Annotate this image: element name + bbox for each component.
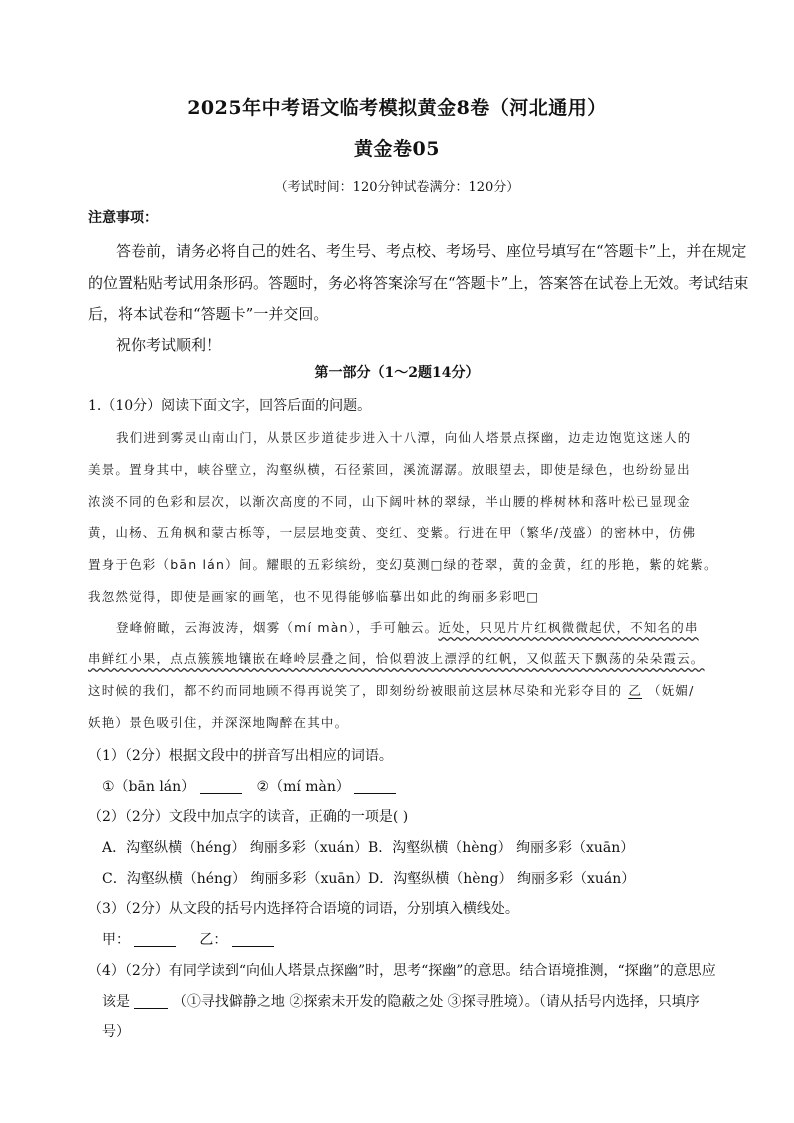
passage-line-5: 置身于色彩（bān lán）间。耀眼的五彩缤纷，变幻莫测□绿的苍翠，黄的金黄，红的彤艳，紫的姹紫。 bbox=[88, 557, 718, 572]
passage-line-1: 我们进到雾灵山南山门，从景区步道徒步进入十八潭，向仙人塔景点探幽，边走边饱览这迷人的 bbox=[116, 430, 692, 445]
notice-heading: 注意事项： bbox=[88, 210, 158, 226]
passage-line-9-end: （妩媚/ bbox=[648, 683, 695, 698]
passage-line-6: 我忽然觉得，即使是画家的画笔，也不见得能够临摹出如此的绚丽多彩吧□ bbox=[88, 589, 540, 604]
sub4-line-2-end: （①寻找僻静之地 ②探索未开发的隐蔽之处 ③探寻胜境）。（请从括号内选择，只填序 bbox=[172, 994, 700, 1010]
sub2-option-c[interactable]: C．沟壑纵横（héng） 绚丽多彩（xuān） bbox=[102, 871, 369, 887]
sub1-b-label: ②（mí màn） bbox=[256, 779, 350, 795]
notice-line-3: 后，将本试卷和“答题卡”一并交回。 bbox=[88, 305, 329, 323]
blank-yi-marker: 乙 bbox=[628, 683, 643, 698]
sub2-option-d[interactable]: D．沟壑纵横（hèng） 绚丽多彩（xuán） bbox=[368, 871, 636, 887]
sub3-stem: （3）（2分）从文段的括号内选择符合语境的词语，分别填入横线处。 bbox=[88, 901, 519, 917]
passage-line-2: 美景。置身其中，峡谷壁立，沟壑纵横，石径萦回，溪流潺潺。放眼望去，即使是绿色，也纷纷显出 bbox=[88, 462, 691, 477]
sub1-a-label: ①（bān lán） bbox=[102, 779, 196, 795]
sub4-line-2 bbox=[102, 991, 700, 1011]
passage-line-7-start: 登峰俯瞰，云海波涛，烟雾（mí màn），手可触云。 bbox=[116, 620, 439, 635]
sub4-blank[interactable] bbox=[134, 994, 168, 1009]
passage-line-3: 浓淡不同的色彩和层次，以渐次高度的不同，山下阔叶林的翠绿，半山腰的桦树林和落叶松已显现金 bbox=[88, 494, 691, 509]
page-title: 2025年中考语文临考模拟黄金8卷（河北通用） bbox=[187, 97, 607, 119]
question-1-stem: 1.（10分）阅读下面文字，回答后面的问题。 bbox=[88, 398, 372, 414]
sub2-option-b[interactable]: B．沟壑纵横（hèng） 绚丽多彩（xuān） bbox=[368, 840, 635, 856]
sub4-line-3: 号） bbox=[102, 1024, 130, 1040]
sub3-answers bbox=[102, 929, 274, 949]
sub1-answers bbox=[102, 776, 396, 796]
section-title: 第一部分（1～2题14分） bbox=[314, 365, 480, 381]
sub3-jia-label: 甲： bbox=[102, 932, 130, 948]
sub4-line-1: （4）（2分）有同学读到“向仙人塔景点探幽”时，思考“探幽”的意思。结合语境推测，“探幽”的意思应 bbox=[88, 963, 716, 979]
passage-line-7-wavy: 近处，只见片片红枫微微起伏，不知名的串 bbox=[438, 620, 699, 635]
sub2-option-a[interactable]: A．沟壑纵横（héng） 绚丽多彩（xuán） bbox=[102, 840, 369, 856]
passage-line-10: 妖艳）景色吸引住，并深深地陶醉在其中。 bbox=[88, 715, 349, 730]
notice-wish: 祝你考试顺利！ bbox=[116, 336, 222, 354]
passage-line-8: 串鲜红小果，点点簇簇地镶嵌在峰岭层叠之间，恰似碧波上漂浮的红帆，又似蓝天下飘荡的朵朵霞云。 bbox=[88, 651, 705, 666]
sub1-b-blank[interactable] bbox=[354, 779, 396, 794]
passage-line-9 bbox=[88, 681, 695, 699]
sub3-yi-label: 乙： bbox=[199, 932, 228, 948]
sub3-jia-blank[interactable] bbox=[134, 932, 176, 947]
notice-line-2: 的位置粘贴考试用条形码。答题时，务必将答案涂写在“答题卡”上，答案答在试卷上无效。考试结束 bbox=[88, 274, 749, 292]
sub4-line-2-start: 该是 bbox=[102, 994, 130, 1010]
passage-line-4: 黄，山杨、五角枫和蒙古栎等，一层层地变黄、变红、变紫。行进在甲（繁华/茂盛）的密林中，仿佛 bbox=[88, 525, 697, 540]
sub2-stem: （2）（2分）文段中加点字的读音，正确的一项是( ) bbox=[88, 809, 409, 825]
passage-line-9-start: 这时候的我们，都不约而同地顾不得再说笑了，即刻纷纷被眼前这层林尽染和光彩夺目的 bbox=[88, 683, 623, 698]
sub1-a-blank[interactable] bbox=[200, 779, 242, 794]
exam-info: （考试时间：120分钟试卷满分：120分） bbox=[274, 180, 520, 195]
sub3-yi-blank[interactable] bbox=[232, 932, 274, 947]
passage-line-7 bbox=[116, 618, 699, 636]
sub1-stem: （1）（2分）根据文段中的拼音写出相应的词语。 bbox=[88, 748, 393, 764]
page-subtitle: 黄金卷05 bbox=[354, 138, 440, 160]
notice-line-1: 答卷前，请务必将自己的姓名、考生号、考点校、考场号、座位号填写在“答题卡”上，并在规定 bbox=[116, 242, 747, 260]
